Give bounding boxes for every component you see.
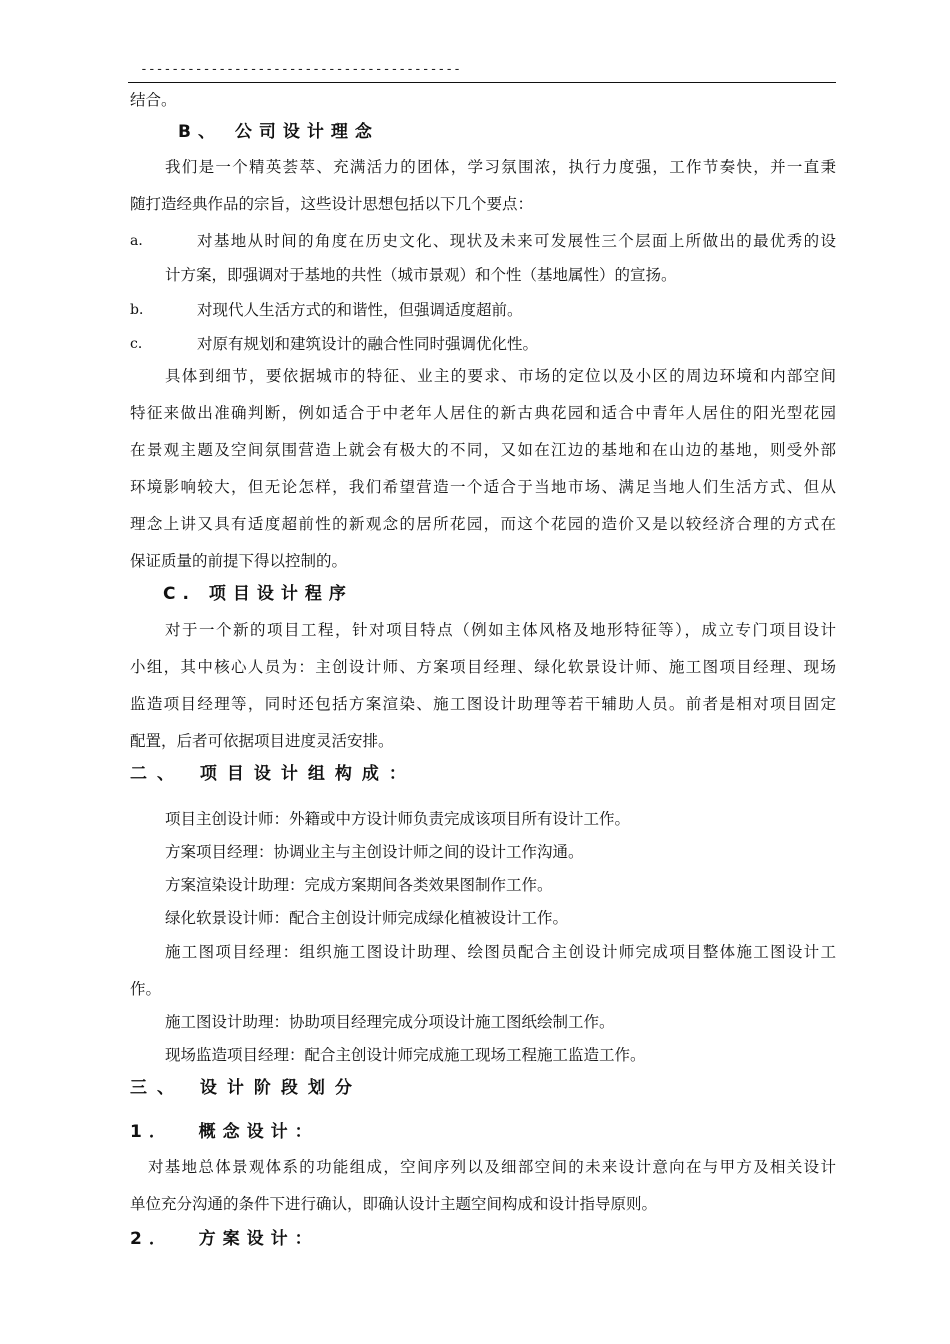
list-item-b: 对现代人生活方式的和谐性，但强调适度超前。 <box>197 301 523 319</box>
paragraph-line: 保证质量的前提下得以控制的。 <box>130 552 348 570</box>
list-item-a-cont: 计方案，即强调对于基地的共性（城市景观）和个性（基地属性）的宣扬。 <box>165 266 677 284</box>
role-line-cont: 作。 <box>130 980 162 998</box>
list-marker-c: c． <box>130 336 152 352</box>
paragraph-line: 我们是一个精英荟萃、充满活力的团体，学习氛围浓，执行力度强，工作节奏快，并一直秉 <box>165 158 836 176</box>
paragraph-line: 单位充分沟通的条件下进行确认，即确认设计主题空间构成和设计指导原则。 <box>130 1195 658 1213</box>
section-heading-3: 三、 设计阶段划分 <box>130 1078 362 1098</box>
list-item-c: 对原有规划和建筑设计的融合性同时强调优化性。 <box>197 335 539 353</box>
section-heading-2: 二、 项目设计组构成： <box>130 764 416 784</box>
paragraph-line: 配置，后者可依据项目进度灵活安排。 <box>130 732 394 750</box>
role-line: 方案项目经理：协调业主与主创设计师之间的设计工作沟通。 <box>165 843 584 861</box>
paragraph-line: 小组，其中核心人员为：主创设计师、方案项目经理、绿化软景设计师、施工图项目经理、现场 <box>130 658 836 676</box>
text-line: 结合。 <box>130 91 177 109</box>
paragraph-line: 对于一个新的项目工程，针对项目特点（例如主体风格及地形特征等），成立专门项目设计 <box>165 621 836 639</box>
role-line: 项目主创设计师：外籍或中方设计师负责完成该项目所有设计工作。 <box>165 810 631 828</box>
section-heading-c: C. 项目设计程序 <box>163 584 353 604</box>
paragraph-line: 理念上讲又具有适度超前性的新观念的居所花园，而这个花园的造价又是以较经济合理的方式在 <box>130 515 836 533</box>
header-dashes: ----------------------------------------- <box>140 62 461 77</box>
role-line: 施工图项目经理：组织施工图设计助理、绘图员配合主创设计师完成项目整体施工图设计工 <box>165 943 836 961</box>
list-item-a: 对基地从时间的角度在历史文化、现状及未来可发展性三个层面上所做出的最优秀的设 <box>197 232 836 250</box>
paragraph-line: 在景观主题及空间氛围营造上就会有极大的不同，又如在江边的基地和在山边的基地，则受外部 <box>130 441 836 459</box>
role-line: 施工图设计助理：协助项目经理完成分项设计施工图纸绘制工作。 <box>165 1013 615 1031</box>
role-line: 绿化软景设计师：配合主创设计师完成绿化植被设计工作。 <box>165 909 569 927</box>
role-line: 方案渲染设计助理：完成方案期间各类效果图制作工作。 <box>165 876 553 894</box>
paragraph-line: 具体到细节，要依据城市的特征、业主的要求、市场的定位以及小区的周边环境和内部空间 <box>165 367 836 385</box>
subsection-heading-2: 2． 方案设计： <box>130 1229 319 1249</box>
paragraph-line: 特征来做出准确判断，例如适合于中老年人居住的新古典花园和适合中青年人居住的阳光型花园 <box>130 404 836 422</box>
list-marker-b: b． <box>130 302 153 318</box>
role-line: 现场监造项目经理：配合主创设计师完成施工现场工程施工监造工作。 <box>165 1046 646 1064</box>
paragraph-line: 监造项目经理等，同时还包括方案渲染、施工图设计助理等若干辅助人员。前者是相对项目固定 <box>130 695 836 713</box>
header-rule <box>128 82 836 83</box>
paragraph-line: 随打造经典作品的宗旨，这些设计思想包括以下几个要点： <box>130 195 534 213</box>
paragraph-line: 对基地总体景观体系的功能组成，空间序列以及细部空间的未来设计意向在与甲方及相关设计 <box>148 1158 836 1176</box>
subsection-heading-1: 1． 概念设计： <box>130 1122 319 1142</box>
list-marker-a: a． <box>130 233 153 249</box>
paragraph-line: 环境影响较大，但无论怎样，我们希望营造一个适合于当地市场、满足当地人们生活方式、但从 <box>130 478 836 496</box>
section-heading-b: B、 公司设计理念 <box>178 122 379 142</box>
